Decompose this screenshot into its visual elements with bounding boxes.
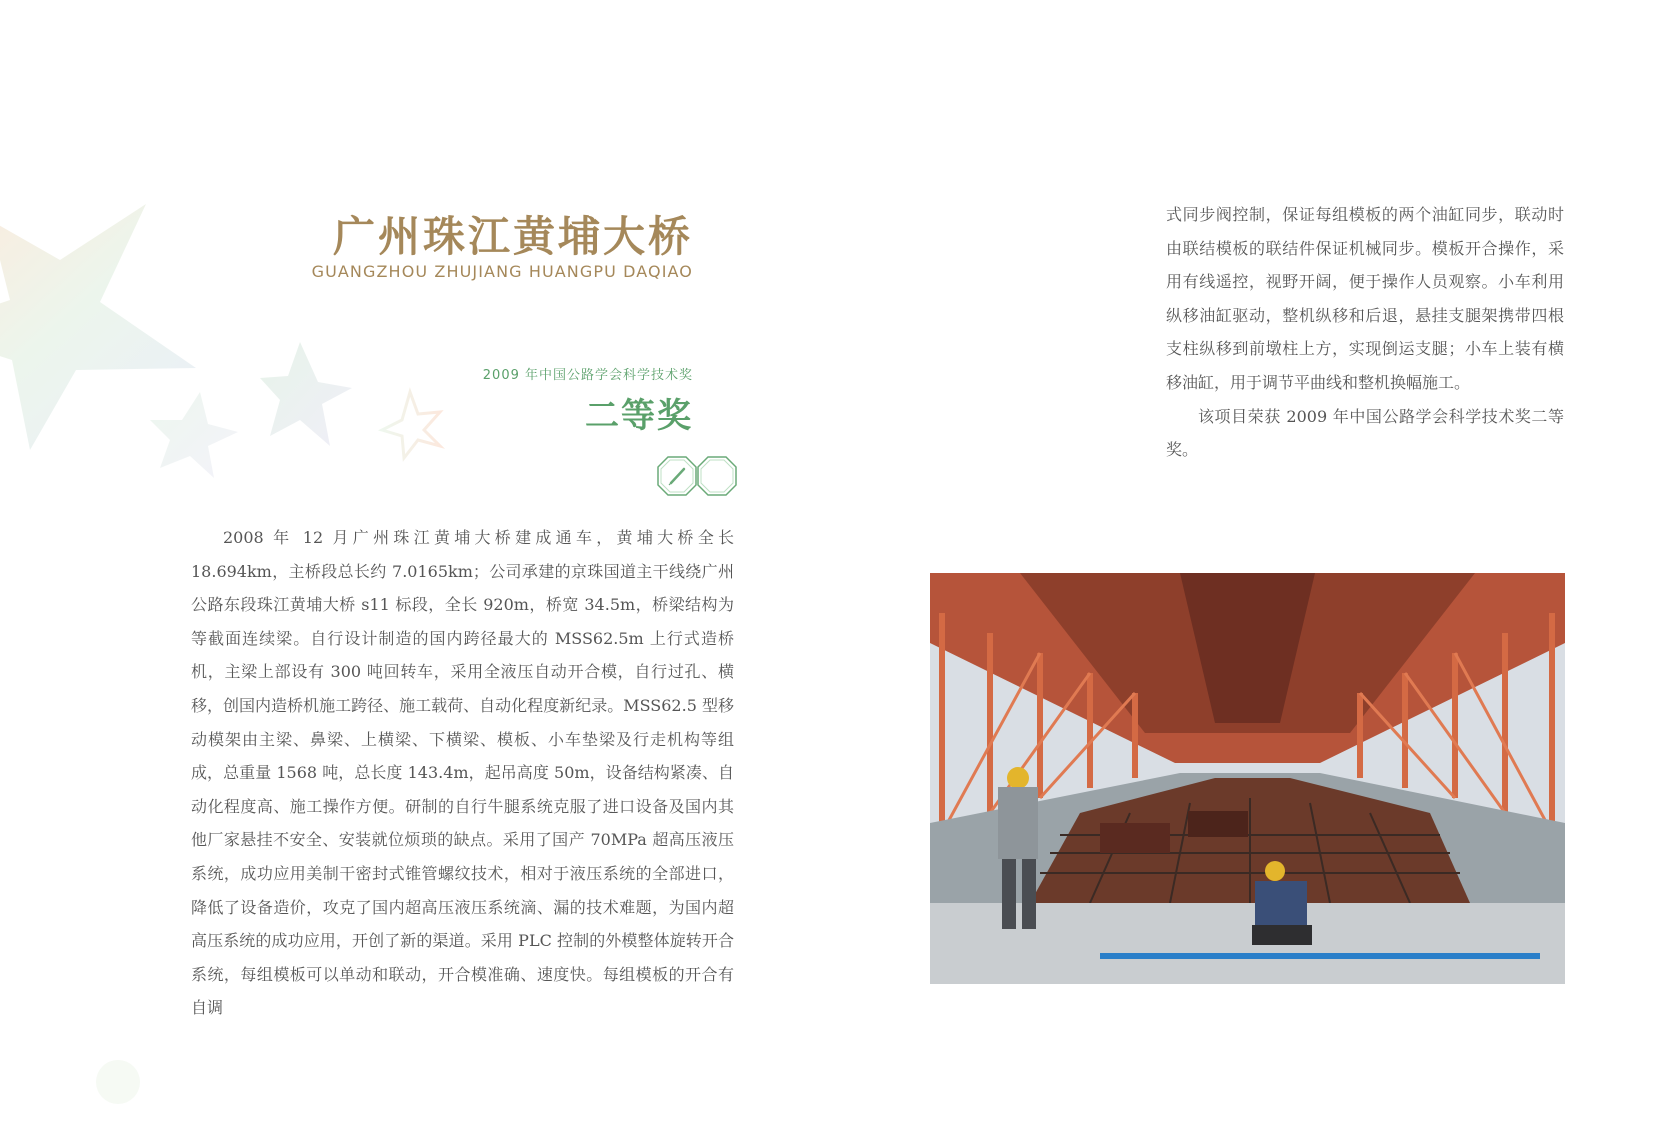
award-description: 2009 年中国公路学会科学技术奖 [482, 368, 693, 383]
award-badges [657, 456, 737, 496]
blank-octagon-badge-icon [698, 457, 736, 495]
faint-circle-shape [96, 1060, 140, 1104]
award-grade: 二等奖 [585, 396, 693, 436]
small-star-shape [150, 392, 238, 478]
page-subtitle-english: GUANGZHOU ZHUJIANG HUANGPU DAQIAO [311, 262, 693, 281]
page-title: 广州珠江黄埔大桥 [332, 212, 693, 261]
outline-star-shape [382, 392, 440, 458]
award-paragraph: 该项目荣获 2009 年中国公路学会科学技术奖二等奖。 [1166, 406, 1564, 460]
continued-paragraph: 式同步阀控制，保证每组模板的两个油缸同步，联动时由联结模板的联结件保证机械同步。模板开合操作，采用有线遥控，视野开阔，便于操作人员观察。小车利用纵移油缸驱动，整机纵移和后退，悬挂支腿架携带四根支柱纵移到前墩柱上方，实现倒运支腿；小车上装有横移油缸，用于调节平曲线和整机换幅施工。 [1166, 205, 1564, 392]
small-star-shape [260, 342, 352, 446]
intro-paragraph: 2008 年 12 月广州珠江黄埔大桥建成通车，黄埔大桥全长 18.694km，主桥段总长约 7.0165km；公司承建的京珠国道主干线绕广州公路东段珠江黄埔大桥 s11 标段，全长 920m，桥宽 34.5m，桥梁结构为等截面连续梁。自行设计制造的国内跨径最大的 MSS62.5m 上行式造桥机，主梁上部设有 300 吨回转车，采用全液压自动开合模，自行过孔、横移，创国内造桥机施工跨径、施工载荷、自动化程度新纪录。MSS62.5 型移动模架由主梁、鼻梁、上横梁、下横梁、模板、小车垫梁及行走机构等组成，总重量 1568 吨，总长度 143.4m，起吊高度 50m，设备结构紧凑、自动化程度高、施工操作方便。研制的自行牛腿系统克服了进口设备及国内其他厂家悬挂不安全、安装就位烦琐的缺点。采用了国产 70MPa 超高压液压系统，成功应用美制干密封式锥管螺纹技术，相对于液压系统的全部进口，降低了设备造价，攻克了国内超高压液压系统滴、漏的技术难题，为国内超高压系统的成功应用，开创了新的渠道。采用 PLC 控制的外模整体旋转开合系统，每组模板可以单动和联动，开合模准确、速度快。每组模板的开合有自调 [191, 528, 734, 1018]
large-star-shape [0, 204, 196, 450]
bridge-construction-photo [930, 573, 1565, 984]
pen-badge-icon [658, 457, 696, 495]
